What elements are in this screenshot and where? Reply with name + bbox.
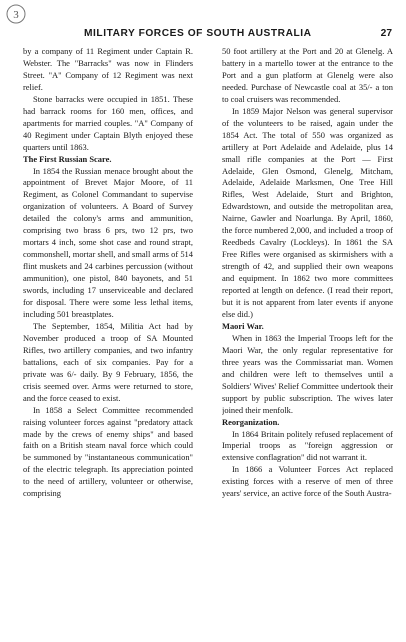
paragraph: Stone barracks were occupied in 1851. These had barrack rooms for 160 men, offices, and apartments for married couples. "A" Company of 40 Regiment under Captain Blyth enjoyed these quarters until 1863. bbox=[23, 93, 193, 152]
page-header bbox=[22, 28, 392, 42]
section-heading: Maori War. bbox=[222, 320, 264, 331]
section-heading: Reorganization. bbox=[222, 416, 280, 427]
paragraph: In 1858 a Select Committee recommended raising volunteer forces against "predatory attack made by the crews of enemy ships" and based faith on a British steam naval force which could be summoned by "instantaneous communication" of the electric telegraph. Its appreciation pointed to the need of artillery, volunteer or otherwise, comprising bbox=[23, 404, 193, 499]
paragraph: In 1859 Major Nelson was general supervisor of the volunteers to be raised, again under the 1854 Act. The total of 550 was organized as artillery at Port Adelaide and Adelaide, plus 14 small rifle companies at the Port — First Adelaide, Glen Osmond, Glenelg, Mitcham, Adelaide, Adelaide Marksmen, One Tree Hill Rifles, West Adelaide, Sturt and Brighton, Edwardstown, and outside the metropolitan area, Nairne, Gawler and Noarlunga. By April, 1860, the force numbered 2,000, and included a troop of Reedbeds Cavalry (Lockleys). In 1861 the SA Free Rifles were organised as skirmishers with a strength of 42, and supplied their own weapons and equipment. In 1862 two more committees reported at length on defence. (I read their report, but it is not apparent from later events if anyone else did.) bbox=[222, 105, 393, 319]
paragraph: The September, 1854, Militia Act had by November produced a troop of SA Mounted Rifles, two artillery companies, and two infantry battalions, each of six companies. Pay for a private was 6/- daily. By 9 February, 1856, the crisis seemed over. Arms were returned to store, and the force ceased to exist. bbox=[23, 320, 193, 403]
left-column bbox=[23, 46, 193, 638]
corner-mark-text: 3 bbox=[13, 9, 19, 21]
right-column bbox=[222, 46, 393, 638]
page-number: 27 bbox=[380, 28, 392, 39]
paragraph: In 1866 a Volunteer Forces Act replaced existing forces with a reserve of men of three years' service, an active force of the South Austra- bbox=[222, 464, 393, 499]
paragraph: In 1854 the Russian menace brought about the appointment of Brevet Major Moore, of 11 Regiment, as Colonel Commandant to supervise organization of volunteers. A Board of Survey detailed the colony's arms and ammunition, comprising two brass 6 prs, two 12 prs, two mortars 4 inch, some shot case and round strapt, commonshell, mortar shell, and small arms of 514 flint muskets and 24 carbines percussion (without ammunition), one pistol, 840 bayonets, and 51 swords, including 17 unserviceable and declared for disposal. There were some less lethal items, including 501 breastplates. bbox=[23, 165, 193, 319]
running-title: MILITARY FORCES OF SOUTH AUSTRALIA bbox=[84, 28, 312, 39]
paragraph: by a company of 11 Regiment under Captain R. Webster. The "Barracks" was now in Flinders Street. "A" Company of 12 Regiment was next relief. bbox=[23, 46, 193, 92]
handwritten-page-mark bbox=[4, 2, 28, 26]
paragraph: In 1864 Britain politely refused replacement of Imperial troops as "foreign aggression or extensive conflagration" did not warrant it. bbox=[222, 428, 393, 463]
section-heading: The First Russian Scare. bbox=[23, 153, 112, 164]
paragraph: When in 1863 the Imperial Troops left for the Maori War, the only regular representative for three years was the Commissariat man. Women and children were left to themselves until a Soldiers' Wives' Relief Committee undertook their support by public subscription. The wives later joined their menfolk. bbox=[222, 332, 393, 415]
paragraph: 50 foot artillery at the Port and 20 at Glenelg. A battery in a martello tower at the entrance to the Port and a gun platform at Glenelg were also needed. Purchase of Newcastle coal at 35/- a ton to coal cruisers was recommended. bbox=[222, 46, 393, 104]
